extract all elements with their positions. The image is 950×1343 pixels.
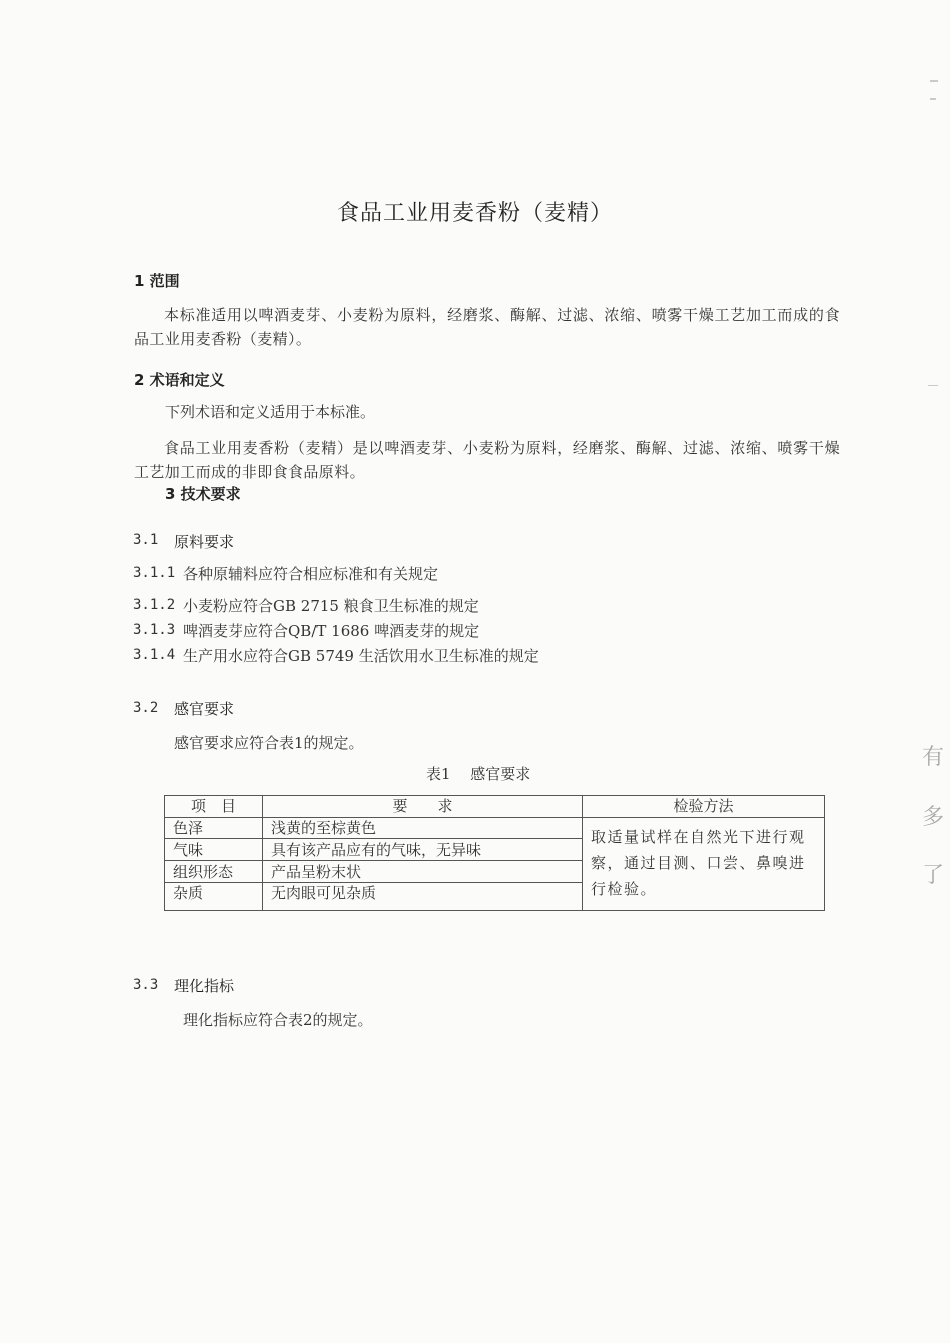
section-3-2-title: 感官要求: [174, 700, 235, 718]
clause-text: 啤酒麦芽应符合QB/T 1686 啤酒麦芽的规定: [183, 622, 480, 640]
row-item: 气味: [165, 839, 263, 861]
row-requirement: 产品呈粉末状: [263, 861, 583, 883]
method-cell: 取适量试样在自然光下进行观察，通过目测、口尝、鼻嗅进行检验。: [583, 817, 825, 910]
section-3-2-text: 感官要求应符合表1的规定。: [174, 734, 364, 752]
header-method: 检验方法: [583, 796, 825, 818]
section-2-definition: 食品工业用麦香粉（麦精）是以啤酒麦芽、小麦粉为原料，经磨浆、酶解、过滤、浓缩、喷雾干燥工艺加工而成的非即食食品原料。: [134, 439, 840, 481]
section-3-3-text: 理化指标应符合表2的规定。: [183, 1011, 373, 1029]
table-row: [165, 817, 825, 839]
row-requirement: 浅黄的至棕黄色: [263, 817, 583, 839]
clause-number: 3.1.1: [133, 565, 176, 581]
section-1-text: 本标准适用以啤酒麦芽、小麦粉为原料，经磨浆、酶解、过滤、浓缩、喷雾干燥工艺加工而成的食品工业用麦香粉（麦精）。: [134, 306, 840, 348]
clause-number: 3.1.4: [133, 647, 176, 663]
clause-number: 3.1.3: [133, 622, 176, 638]
section-3-2-number: 3.2: [133, 700, 159, 716]
section-2-heading: 2 术语和定义: [134, 371, 225, 389]
header-requirement: 要 求: [263, 796, 583, 818]
scan-mark: [930, 98, 936, 100]
document-title: 食品工业用麦香粉（麦精）: [336, 201, 613, 226]
row-item: 色泽: [165, 817, 263, 839]
table-1-caption: 表1 感官要求: [426, 765, 531, 783]
section-1-heading: 1 范围: [134, 272, 180, 290]
row-item: 组织形态: [165, 861, 263, 883]
scan-mark: [928, 385, 938, 386]
sensory-requirements-table: [164, 795, 825, 911]
section-2-intro: 下列术语和定义适用于本标准。: [165, 403, 376, 421]
bleed-through-glyph: 有: [922, 745, 945, 770]
section-3-1-number: 3.1: [133, 532, 159, 548]
bleed-through-glyph: 了: [922, 863, 945, 888]
table-header-row: [165, 796, 825, 818]
scan-mark: [930, 80, 938, 82]
row-requirement: 无肉眼可见杂质: [263, 882, 583, 910]
bleed-through-glyph: 多: [922, 805, 945, 830]
clause-text: 各种原辅料应符合相应标准和有关规定: [183, 565, 439, 583]
row-requirement: 具有该产品应有的气味，无异味: [263, 839, 583, 861]
clause-text: 生产用水应符合GB 5749 生活饮用水卫生标准的规定: [183, 647, 539, 665]
section-3-3-number: 3.3: [133, 977, 159, 993]
section-3-1-title: 原料要求: [174, 533, 235, 551]
clause-text: 小麦粉应符合GB 2715 粮食卫生标准的规定: [183, 597, 479, 615]
section-3-3-title: 理化指标: [174, 977, 235, 995]
row-item: 杂质: [165, 882, 263, 910]
header-item: 项 目: [165, 796, 263, 818]
clause-number: 3.1.2: [133, 597, 176, 613]
section-3-heading: 3 技术要求: [165, 485, 241, 503]
